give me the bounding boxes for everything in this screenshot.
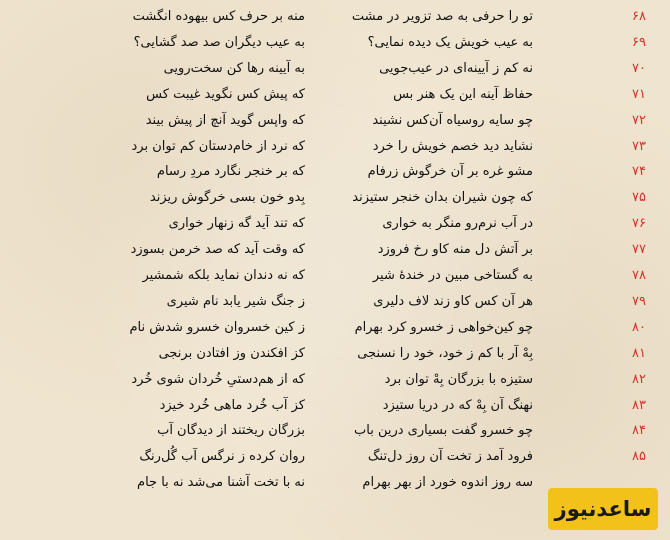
second-hemistich: به آیینه رها کن سخت‌رویی [163, 60, 305, 76]
verse-number: ۷۳ [632, 138, 646, 154]
second-hemistich: که پیش کس نگوید غیبت کس [146, 86, 305, 102]
second-hemistich: منه بر حرف کس بیهوده انگشت [132, 9, 305, 24]
logo-text: ساعدنیوز [554, 497, 652, 521]
verse-number: ۷۸ [632, 268, 646, 283]
first-hemistich: مشو غره بر آن خرگوش زرفام [367, 164, 533, 180]
first-hemistich: به عیب خویش یک دیده نمایی؟ [367, 34, 533, 50]
verse-number: ۷۰ [632, 60, 646, 76]
second-hemistich: کز آب خُرد ماهی خُرد خیزد [159, 397, 305, 413]
verse-number: ۷۴ [632, 164, 646, 180]
first-hemistich: نهنگ آن بِهْ که در دریا ستیزد [382, 397, 533, 413]
second-hemistich: نه با تخت آشنا می‌شد نه با جام [137, 475, 305, 491]
verse-row [0, 237, 670, 263]
first-hemistich: هر آن کس کاو زند لاف دلیری [373, 293, 533, 309]
verse-number: ۷۹ [632, 293, 646, 309]
verse-row [0, 211, 670, 237]
second-hemistich: که بر خنجر نگارد مردِ رسام [156, 164, 305, 180]
verse-number: ۶۸ [632, 9, 646, 24]
verse-number: ۷۶ [632, 216, 646, 232]
verse-number: ۶۹ [632, 34, 646, 50]
verse-row [0, 315, 670, 341]
verse-number: ۷۷ [632, 242, 646, 258]
verse-row [0, 289, 670, 315]
verse-row [0, 4, 670, 30]
verse-number: ۷۲ [632, 112, 646, 128]
first-hemistich: در آب نرم‌رو منگر به خواری [382, 216, 533, 232]
first-hemistich: بِهْ آر با کم ز خود، خود را نسنجی [357, 345, 533, 361]
verse-row [0, 159, 670, 185]
second-hemistich: که تند آید گه زنهار خواری [168, 216, 305, 232]
first-hemistich: تو را حرفی به صد تزویر در مشت [351, 9, 533, 24]
second-hemistich: ز جنگ شیر یابد نام شیری [166, 293, 305, 309]
verse-row [0, 341, 670, 367]
verse-number: ۸۵ [632, 449, 646, 465]
first-hemistich: نه کم ز آیینه‌ای در عیب‌جویی [379, 60, 533, 76]
first-hemistich: حفاظ آینه این یک هنر بس [393, 86, 533, 102]
verse-number: ۸۲ [632, 371, 646, 387]
second-hemistich: کز افکندن وز افتادن برنجی [158, 345, 305, 361]
verse-number: ۸۱ [632, 345, 646, 361]
first-hemistich: نشاید دید خصم خویش را خرد [372, 138, 533, 154]
first-hemistich: که چون شیران بدان خنجر ستیزند [352, 190, 533, 206]
second-hemistich: بِدو خون بسی خرگوش ریزند [149, 190, 305, 206]
second-hemistich: روان کرده ز نرگس آب گُل‌رنگ [139, 449, 305, 465]
first-hemistich: سه روز اندوه خورد از بهر بهرام [362, 475, 533, 491]
second-hemistich: ز کین خسروان خسرو شدش نام [129, 319, 305, 335]
second-hemistich: بزرگان ریختند از دیدگان آب [157, 423, 305, 439]
verse-number: ۸۰ [632, 319, 646, 335]
second-hemistich: که نرد از خام‌دستان کم توان برد [131, 138, 305, 154]
first-hemistich: چو خسرو گفت بسیاری درین باب [354, 423, 533, 439]
second-hemistich: که از هم‌دستیِ خُردان شوی خُرد [131, 371, 305, 387]
verse-number: ۷۵ [632, 190, 646, 206]
verse-number: ۸۴ [632, 423, 646, 439]
verse-row [0, 108, 670, 134]
verse-row [0, 418, 670, 444]
verse-row [0, 185, 670, 211]
verse-row [0, 393, 670, 419]
verse-row [0, 263, 670, 289]
verse-row [0, 30, 670, 56]
first-hemistich: چو کین‌خواهی ز خسرو کرد بهرام [354, 319, 533, 335]
second-hemistich: به عیب دیگران صد صد گشایی؟ [133, 34, 305, 50]
first-hemistich: بر آتش دل منه کاو رخ فروزد [377, 242, 533, 258]
verse-row [0, 82, 670, 108]
verse-row [0, 134, 670, 160]
saednews-logo [548, 488, 658, 530]
first-hemistich: چو سایه روسیاه آن‌کس نشیند [372, 112, 533, 128]
second-hemistich: که واپس گوید آنچ از پیش بیند [145, 112, 305, 128]
verse-row [0, 367, 670, 393]
first-hemistich: به گستاخی مبین در خندهٔ شیر [372, 268, 533, 283]
first-hemistich: ستیزه با بزرگان بِهْ توان برد [384, 371, 533, 387]
verse-number: ۸۳ [632, 397, 646, 413]
second-hemistich: که نه دندان نماید بلکه شمشیر [142, 268, 305, 283]
first-hemistich: فرود آمد ز تخت آن روز دل‌تنگ [367, 449, 533, 465]
verse-row [0, 56, 670, 82]
verse-number: ۷۱ [632, 86, 646, 102]
second-hemistich: که وقت آید که صد خرمن بسوزد [130, 242, 305, 258]
verse-row [0, 444, 670, 470]
